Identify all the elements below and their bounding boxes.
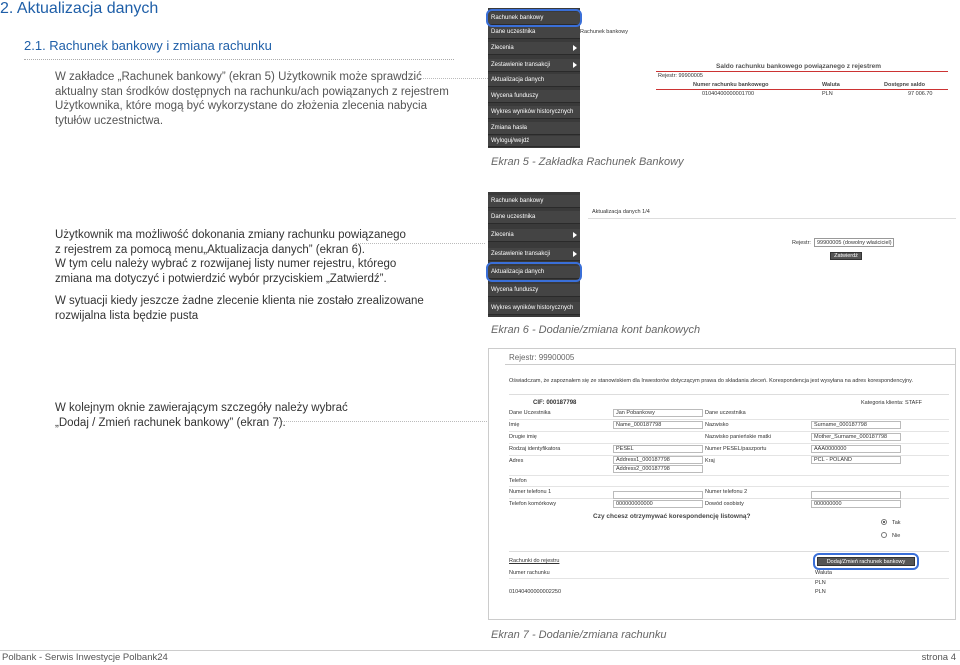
nav-label: Zlecenia [491,45,514,51]
label-dowod: Dowód osobisty [705,501,744,507]
radio-nie[interactable] [881,532,887,538]
label-pesel: Numer PESEL/paszportu [705,446,767,452]
cif-label: CIF: 000187798 [533,400,577,406]
nav-item-zestawienie[interactable] [488,59,580,72]
nav-item-wycena[interactable]: Wycena funduszy [488,284,580,297]
confirm-button[interactable]: Zatwierdź [830,252,862,260]
title-rule [656,71,948,72]
breadcrumb-rule [588,218,956,219]
nav-item-zmiana-hasla[interactable]: Zmiana hasła [488,122,580,135]
heading-divider [24,59,454,60]
value-nazwisko-matki: Mother_Surname_000187798 [811,433,901,441]
text-line: W zakładce „Rachunek bankowy” (ekran 5) Użytkownik może sprawdzić [55,71,422,83]
nav-item-aktualizacja[interactable]: Aktualizacja danych [488,266,580,279]
arrow-right-icon [573,232,577,238]
account-currency: PLN [822,91,833,97]
nav-item-rachunek-bankowy[interactable]: Rachunek bankowy [488,195,580,208]
nav-item-zlecenia[interactable] [488,42,580,55]
text-line: z rejestrem za pomocą menu„Aktualizacja danych” (ekran 6). [55,243,365,256]
select-label: Rejestr: [792,240,811,246]
row-divider [509,486,949,487]
account-balance: 97 006.70 [908,91,933,97]
screenshot-ekran-6 [488,192,958,317]
text-line: zmiana ma dotyczyć i potwierdzić wybór przyciskiem „Zatwierdź”. [55,272,387,285]
row-divider [509,578,949,579]
nav-item-aktualizacja[interactable]: Aktualizacja danych [488,74,580,87]
label-telefon1: Numer telefonu 1 [509,489,552,495]
label-kraj: Kraj [705,458,715,464]
account-number: 01040400000001700 [702,91,755,97]
nav-item-wyloguj[interactable]: Wyloguj/wejdź [488,136,580,147]
paragraph-aktualizacja [55,228,475,286]
caption-ekran-6: Ekran 6 - Dodanie/zmiana kont bankowych [491,324,701,336]
section-rule [509,551,949,552]
nav-item-rachunek-bankowy[interactable]: Rachunek bankowy [488,12,580,25]
screenshot-ekran-7 [488,348,956,620]
leader-line [278,421,493,422]
label-adres: Adres [509,458,524,464]
nav-label: Zestawienie transakcji [491,62,551,68]
text-line: rozwijalna lista będzie pusta [55,309,199,322]
nav-label: Zestawienie transakcji [491,251,551,257]
col-header-currency: Waluta [815,570,832,576]
bank-currency-1: PLN [815,580,826,586]
row-divider [509,475,949,476]
panel-title: Saldo rachunku bankowego powiązanego z rejestrem [716,63,882,70]
highlight-ring [813,553,919,570]
nav-item-wykres[interactable]: Wykres wyników historycznych [488,302,580,315]
value-dowod: 000000000 [811,500,901,508]
add-change-account-button[interactable]: Dodaj/Zmień rachunek bankowy [817,557,915,566]
label-rodzaj-id: Rodzaj identyfikatora [509,446,561,452]
value-telefon2 [811,491,901,499]
value-telefon1 [613,491,703,499]
bank-account-2: 01040400000002250 [509,589,562,595]
value-owner: Jan Pobankowy [613,409,703,417]
value-pesel: AAA0000000 [811,445,901,453]
caption-ekran-7: Ekran 7 - Dodanie/zmiana rachunku [491,629,667,641]
page-number: strona 4 [921,652,956,663]
text-line: W sytuacji kiedy jeszcze żadne zlecenie klienta nie zostało zrealizowane [55,295,424,307]
col-header-currency: Waluta [822,82,840,88]
section-heading: 2. Aktualizacja danych [0,0,159,17]
registry-rule [505,364,955,365]
nav-item-wykres[interactable]: Wykres wyników historycznych [488,106,580,119]
nav-item-zestawienie[interactable] [488,248,580,261]
value-kraj: PCL - POLAND [811,456,901,464]
arrow-right-icon [573,45,577,51]
text-line: W tym celu należy wybrać z rozwijanej listy numer rejestru, którego [55,258,397,270]
footer-title: Polbank - Serwis Inwestycje Polbank24 [2,652,168,663]
nav-item-zlecenia[interactable] [488,229,580,242]
bank-currency-2: PLN [815,589,826,595]
row-divider [509,443,949,444]
text-line: aktualny stan środków dostępnych na rachunku/ach powiązanych z rejestrem [55,85,449,98]
caption-ekran-5: Ekran 5 - Zakładka Rachunek Bankowy [491,156,684,168]
footer-divider [0,650,960,651]
table-rule [656,89,948,90]
value-imie: Name_000187798 [613,421,703,429]
label-telefon: Telefon [509,478,527,484]
screenshot-ekran-5 [488,8,950,148]
nav-item-dane-uczestnika[interactable]: Dane uczestnika [488,26,580,39]
text-line: Użytkownika, które mogą być wykorzystane do złożenia zlecenia nabycia [55,100,428,112]
paragraph-pusta-lista [55,294,475,323]
leader-line [408,78,488,79]
radio-tak-label: Tak [892,520,901,526]
highlight-ring [486,9,582,27]
nav-label: Zlecenia [491,232,514,238]
nav-item-wycena[interactable]: Wycena funduszy [488,90,580,103]
nav-menu [488,8,580,148]
col-header-account: Numer rachunku bankowego [693,82,769,88]
value-telefon-komorkowy: 000000000000 [613,500,703,508]
value-rodzaj-id: PESEL [613,445,703,453]
radio-tak[interactable] [881,519,887,525]
label-nazwisko-matki: Nazwisko panieńskie matki [705,434,772,440]
label-imie: Imię [509,422,520,428]
bank-accounts-label: Rachunki do rejestru [509,558,560,564]
category-label: Kategoria klienta: STAFF [861,400,923,406]
value-adres2: Address2_000187798 [613,465,703,473]
text-line: Użytkownik ma możliwość dokonania zmiany rachunku powiązanego [55,229,406,241]
label-nazwisko: Nazwisko [705,422,729,428]
arrow-right-icon [573,251,577,257]
label-dane-uczestnika: Dane Uczestnika [509,410,551,416]
text-line: tytułów uczestnictwa. [55,114,164,127]
highlight-ring [486,262,582,282]
row-divider [509,419,949,420]
value-nazwisko: Surname_000187798 [811,421,901,429]
breadcrumb: Aktualizacja danych 1/4 [592,209,650,215]
nav-item-dane-uczestnika[interactable]: Dane uczestnika [488,211,580,224]
arrow-right-icon [573,62,577,68]
subsection-heading: 2.1. Rachunek bankowy i zmiana rachunku [24,38,272,53]
correspondence-question: Czy chcesz otrzymywać korespondencję listowną? [593,513,751,520]
radio-nie-label: Nie [892,533,901,539]
notice-text: Oświadczam, że zapoznałem się ze stanowiskiem dla Inwestorów dotyczącym prawa do składania zleceń. Korespondencja jest wysyłana na adres korespondencyjny. [509,378,914,384]
registry-select[interactable]: 99900005 (dowolny właściciel) [814,238,894,247]
col-header-account: Numer rachunku [509,570,550,576]
label-telefon2: Numer telefonu 2 [705,489,748,495]
label-telefon-komorkowy: Telefon komórkowy [509,501,557,507]
breadcrumb: Rachunek bankowy [580,29,629,35]
leader-line [355,243,485,244]
col-header-balance: Dostępne saldo [884,82,925,88]
paragraph-dodaj-rachunek [55,401,475,430]
notice-rule [509,394,949,395]
text-line: „Dodaj / Zmień rachunek bankowy” (ekran 7). [55,416,286,429]
label-drugie-imie: Drugie imię [509,434,537,440]
value-adres1: Address1_000187798 [613,456,703,464]
row-divider [509,431,949,432]
registry-label: Rejestr: 99900005 [509,353,575,362]
text-line: W kolejnym oknie zawierającym szczegóły należy wybrać [55,402,348,414]
nav-menu [488,192,580,317]
label-dane-uczestnika-2: Dane uczestnika [705,410,746,416]
registry-label: Rejestr: 99900005 [658,73,703,79]
